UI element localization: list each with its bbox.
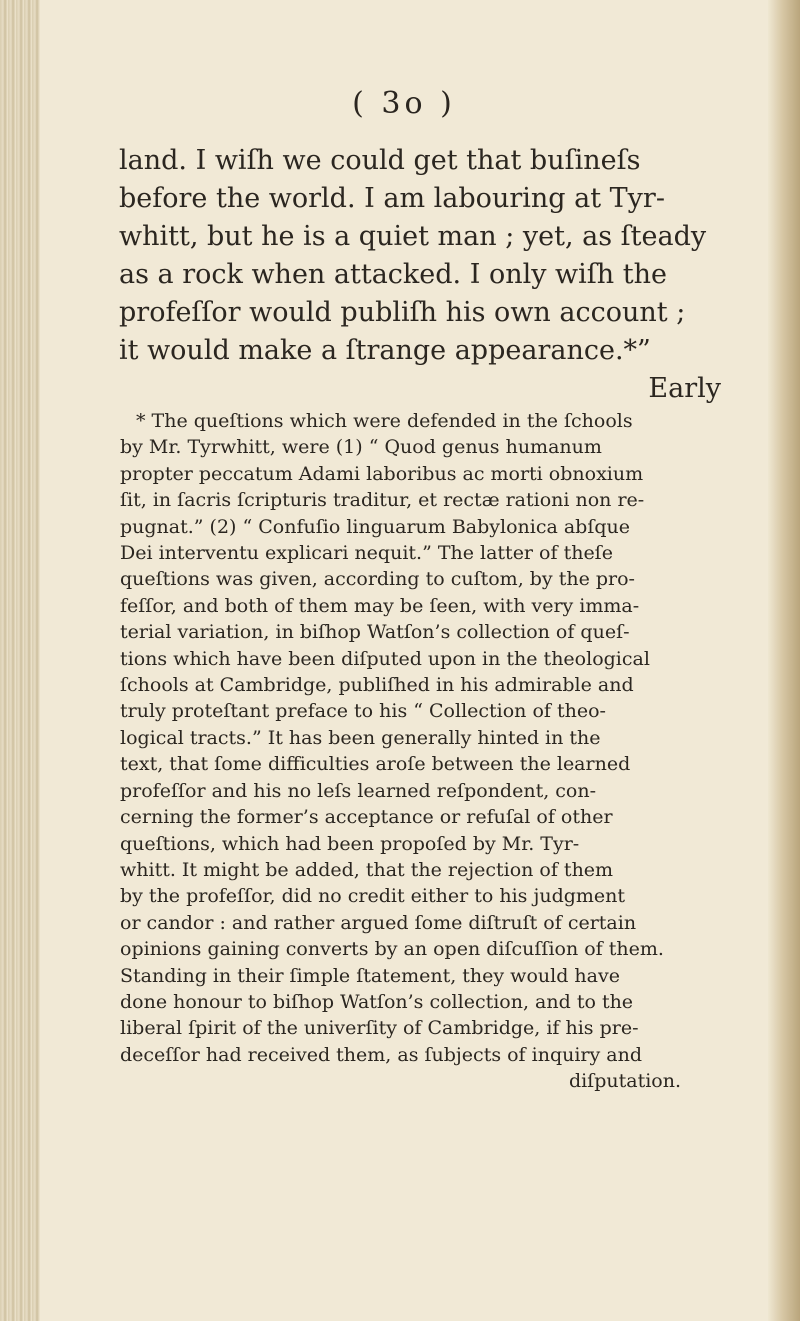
footnote-line: profeſſor and his no leſs learned reſpondent, con-	[120, 779, 597, 802]
footnote-line: by the profeſſor, did no credit either to his judgment	[120, 885, 626, 908]
footnote-line: by Mr. Tyrwhitt, were (1) “ Quod genus humanum	[120, 436, 602, 459]
footnote-line: ſit, in ſacris ſcripturis traditur, et rectæ rationi non re-	[120, 489, 645, 512]
body-line: land. I wiſh we could get that buſineſs	[119, 145, 641, 176]
footnote-line: pugnat.” (2) “ Confuſio linguarum Babylonica abſque	[120, 515, 631, 538]
footnote-line: liberal ſpirit of the univerſity of Cambridge, if his pre-	[120, 1017, 639, 1040]
footnote-line: propter peccatum Adami laboribus ac morti obnoxium	[120, 462, 644, 485]
footnote-line: or candor : and rather argued ſome diſtruſt of certain	[120, 911, 637, 934]
footnote-line: queſtions was given, according to cuſtom, by the pro-	[120, 568, 635, 591]
footnote-line: tions which have been diſputed upon in the theological	[120, 647, 650, 670]
binding-gutter	[0, 0, 40, 1321]
footnote-line: logical tracts.” It has been generally hinted in the	[120, 726, 601, 749]
footnote-line: feſſor, and both of them may be ſeen, with very imma-	[120, 594, 640, 617]
body-line: before the world. I am labouring at Tyr-	[119, 183, 665, 214]
page-edge	[768, 0, 800, 1321]
footnote-line: done honour to biſhop Watſon’s collection, and to the	[120, 990, 634, 1013]
body-line: profeſſor would publiſh his own account ;	[119, 297, 686, 328]
footnote-line: cerning the former’s acceptance or refuſal of other	[120, 806, 613, 829]
catchword: Early	[648, 373, 721, 404]
footnote-line: Standing in their ſimple ſtatement, they would have	[120, 964, 620, 987]
footnote-line: text, that ſome difficulties aroſe between the learned	[120, 753, 631, 776]
body-line: it would make a ſtrange appearance.*”	[119, 335, 651, 366]
body-text	[119, 142, 715, 370]
footnote-line: whitt. It might be added, that the rejection of them	[120, 858, 614, 881]
page-number: ( 3o )	[352, 86, 456, 121]
footnote-line: * The queſtions which were defended in the ſchools	[136, 410, 633, 432]
body-line: as a rock when attacked. I only wiſh the	[119, 259, 667, 290]
body-line: whitt, but he is a quiet man ; yet, as ſteady	[119, 221, 707, 252]
footnote-line: terial variation, in biſhop Watſon’s collection of queſ-	[120, 621, 630, 644]
footnote-line: truly proteſtant preface to his “ Collection of theo-	[120, 700, 606, 723]
footnote-line: queſtions, which had been propoſed by Mr. Tyr-	[120, 832, 580, 855]
footnote	[120, 408, 716, 1095]
footnote-line: deceſſor had received them, as ſubjects of inquiry and	[120, 1043, 642, 1066]
footnote-line: opinions gaining converts by an open diſcuſſion of them.	[120, 938, 664, 961]
footnote-line: ſchools at Cambridge, publiſhed in his admirable and	[120, 674, 634, 697]
footnote-line: diſputation.	[568, 1070, 681, 1093]
book-page	[40, 0, 768, 1321]
footnote-line: Dei interventu explicari nequit.” The latter of theſe	[120, 542, 613, 565]
